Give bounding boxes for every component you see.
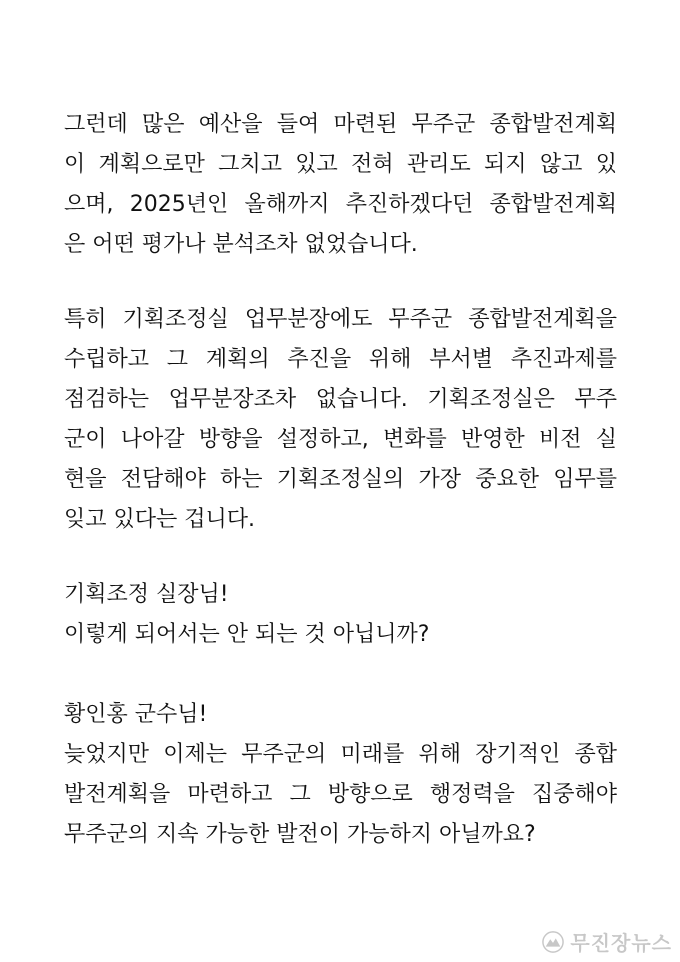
paragraph2-line-4: 군이 나아갈 방향을 설정하고, 변화를 반영한 비전 실	[64, 427, 617, 452]
paragraph1-line-4: 은 어떤 평가나 분석조차 없었습니다.	[64, 232, 418, 257]
paragraph1-line-1: 그런데 많은 예산을 들여 마련된 무주군 종합발전계획	[64, 112, 617, 137]
mountain-logo-icon	[542, 931, 564, 953]
paragraph2-line-3: 점검하는 업무분장조차 없습니다. 기획조정실은 무주	[64, 387, 617, 412]
watermark-text: 무진장뉴스	[570, 931, 672, 955]
paragraph3-line-2: 이렇게 되어서는 안 되는 것 아닙니까?	[64, 622, 430, 647]
watermark	[542, 927, 672, 956]
paragraph4-line-4: 무주군의 지속 가능한 발전이 가능하지 아닐까요?	[64, 822, 536, 847]
paragraph2-line-6: 잊고 있다는 겁니다.	[64, 507, 255, 532]
paragraph2-line-1: 특히 기획조정실 업무분장에도 무주군 종합발전계획을	[64, 307, 617, 332]
paragraph2-line-2: 수립하고 그 계획의 추진을 위해 부서별 추진과제를	[64, 347, 617, 372]
paragraph1-line-2: 이 계획으로만 그치고 있고 전혀 관리도 되지 않고 있	[64, 152, 617, 177]
paragraph1-line-3: 으며, 2025년인 올해까지 추진하겠다던 종합발전계획	[64, 192, 617, 217]
paragraph4-line-3: 발전계획을 마련하고 그 방향으로 행정력을 집중해야	[64, 782, 617, 807]
paragraph3-line-1: 기획조정 실장님!	[64, 582, 229, 607]
paragraph2-line-5: 현을 전담해야 하는 기획조정실의 가장 중요한 임무를	[64, 467, 617, 492]
paragraph4-line-2: 늦었지만 이제는 무주군의 미래를 위해 장기적인 종합	[64, 742, 617, 767]
paragraph4-line-1: 황인홍 군수님!	[64, 702, 208, 727]
